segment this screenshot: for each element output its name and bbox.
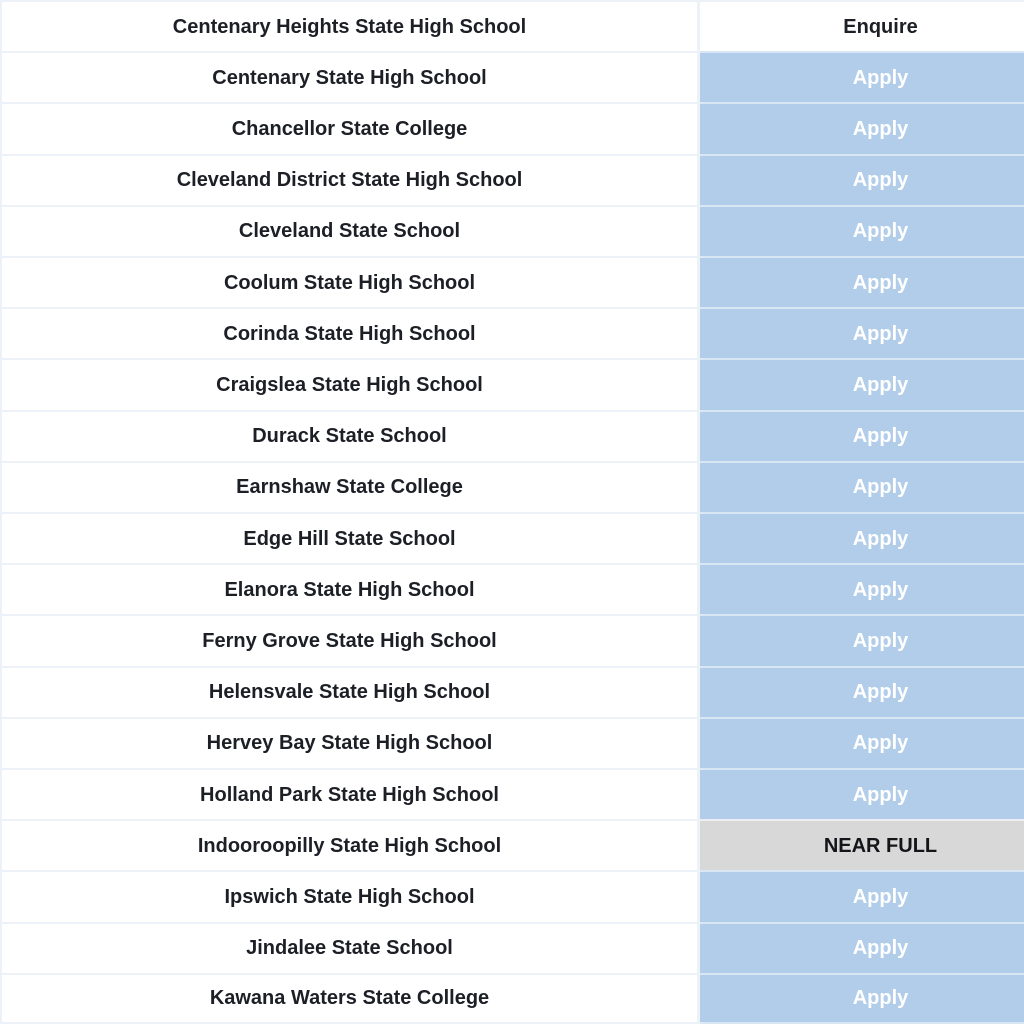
school-name-cell: Craigslea State High School	[2, 358, 700, 409]
school-name-cell: Ferny Grove State High School	[2, 614, 700, 665]
school-name-cell: Cleveland District State High School	[2, 154, 700, 205]
table-row	[2, 358, 1024, 409]
school-name-cell: Hervey Bay State High School	[2, 717, 700, 768]
apply-button[interactable]: Apply	[700, 205, 1024, 256]
table-row	[2, 461, 1024, 512]
table-row	[2, 256, 1024, 307]
apply-button[interactable]: Apply	[700, 410, 1024, 461]
near-full-status: NEAR FULL	[700, 819, 1024, 870]
school-name-cell: Kawana Waters State College	[2, 973, 700, 1024]
apply-button[interactable]: Apply	[700, 614, 1024, 665]
table-row	[2, 819, 1024, 870]
apply-button[interactable]: Apply	[700, 358, 1024, 409]
apply-button[interactable]: Apply	[700, 51, 1024, 102]
apply-button[interactable]: Apply	[700, 563, 1024, 614]
table-row	[2, 870, 1024, 921]
table-row	[2, 768, 1024, 819]
school-name-cell: Jindalee State School	[2, 922, 700, 973]
table-row	[2, 512, 1024, 563]
table-row	[2, 717, 1024, 768]
school-name-cell: Coolum State High School	[2, 256, 700, 307]
table-row	[2, 922, 1024, 973]
table-row	[2, 51, 1024, 102]
school-name-cell: Cleveland State School	[2, 205, 700, 256]
apply-button[interactable]: Apply	[700, 768, 1024, 819]
school-name-cell: Elanora State High School	[2, 563, 700, 614]
school-name-cell: Holland Park State High School	[2, 768, 700, 819]
apply-button[interactable]: Apply	[700, 973, 1024, 1024]
apply-button[interactable]: Apply	[700, 154, 1024, 205]
table-row	[2, 563, 1024, 614]
school-name-cell: Durack State School	[2, 410, 700, 461]
table-row	[2, 307, 1024, 358]
table-row	[2, 205, 1024, 256]
apply-button[interactable]: Apply	[700, 512, 1024, 563]
school-name-cell: Centenary Heights State High School	[2, 0, 700, 51]
school-name-cell: Edge Hill State School	[2, 512, 700, 563]
apply-button[interactable]: Apply	[700, 870, 1024, 921]
table-row	[2, 102, 1024, 153]
apply-button[interactable]: Apply	[700, 666, 1024, 717]
table-row	[2, 0, 1024, 51]
table-row	[2, 154, 1024, 205]
apply-button[interactable]: Apply	[700, 461, 1024, 512]
apply-button[interactable]: Apply	[700, 717, 1024, 768]
apply-button[interactable]: Apply	[700, 102, 1024, 153]
school-name-cell: Indooroopilly State High School	[2, 819, 700, 870]
table-row	[2, 666, 1024, 717]
apply-button[interactable]: Apply	[700, 256, 1024, 307]
table-row	[2, 614, 1024, 665]
school-name-cell: Chancellor State College	[2, 102, 700, 153]
school-name-cell: Corinda State High School	[2, 307, 700, 358]
enquire-button[interactable]: Enquire	[700, 0, 1024, 51]
school-name-cell: Helensvale State High School	[2, 666, 700, 717]
apply-button[interactable]: Apply	[700, 307, 1024, 358]
table-row	[2, 973, 1024, 1024]
school-name-cell: Centenary State High School	[2, 51, 700, 102]
apply-button[interactable]: Apply	[700, 922, 1024, 973]
table-row	[2, 410, 1024, 461]
school-name-cell: Earnshaw State College	[2, 461, 700, 512]
school-name-cell: Ipswich State High School	[2, 870, 700, 921]
